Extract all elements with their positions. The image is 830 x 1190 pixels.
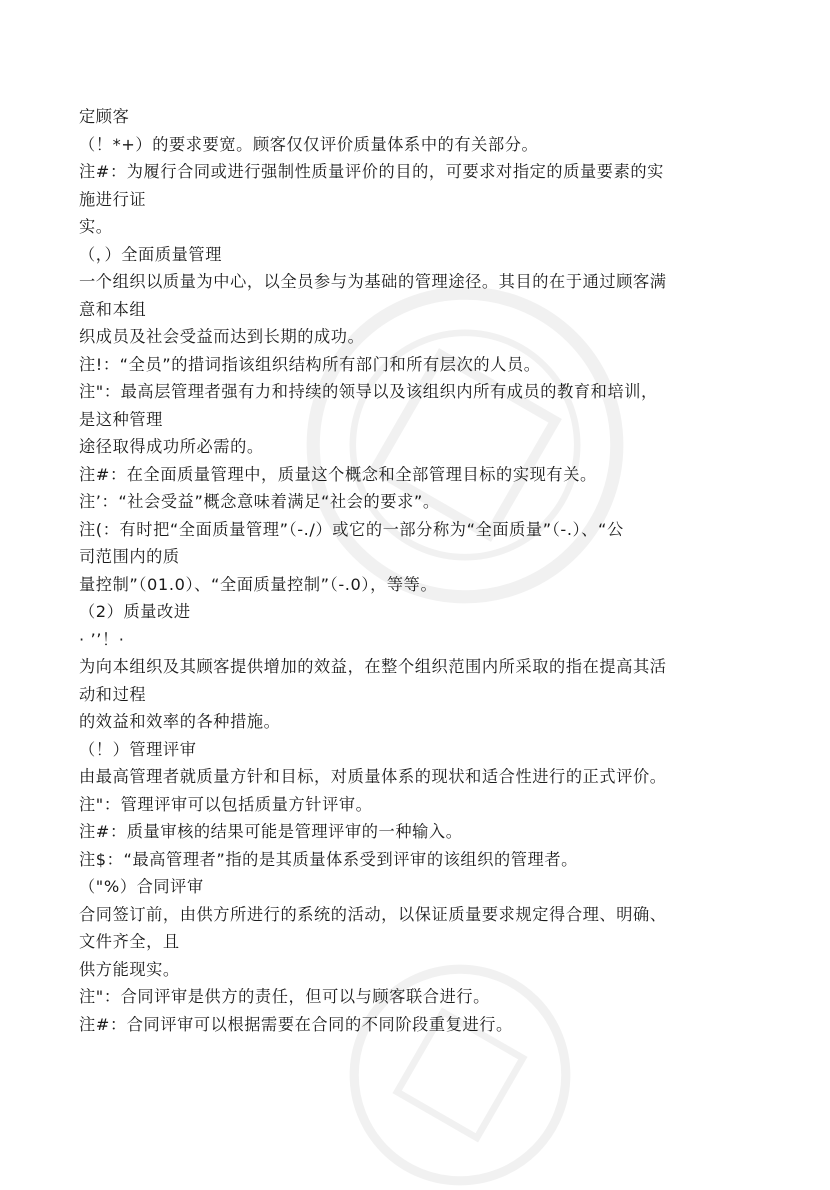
text-line: 实。 bbox=[79, 217, 113, 236]
text-line: 织成员及社会受益而达到长期的成功。 bbox=[79, 327, 365, 346]
text-line: 合同签订前，由供方所进行的系统的活动，以保证质量要求规定得合理、明确、 bbox=[79, 904, 667, 924]
text-line: 一个组织以质量为中心，以全员参与为基础的管理途径。其目的在于通过顾客满 bbox=[79, 272, 667, 291]
text-line: 动和过程 bbox=[79, 684, 147, 704]
note-line: 注"：合同评审是供方的责任，但可以与顾客联合进行。 bbox=[79, 987, 490, 1006]
note-line: 注#：质量审核的结果可能是管理评审的一种输入。 bbox=[79, 822, 463, 841]
note-line: 注(：有时把“全面质量管理”（-./）或它的一部分称为“全面质量”（-.）、“公 bbox=[79, 519, 624, 539]
text-line: 定顾客 bbox=[79, 107, 130, 126]
text-line: 文件齐全，且 bbox=[79, 932, 180, 951]
text-line: 是这种管理 bbox=[79, 409, 163, 429]
text-line: 量控制”（01.0）、“全面质量控制”（-.0），等等。 bbox=[79, 574, 438, 594]
text-line: 由最高管理者就质量方针和目标，对质量体系的现状和适合性进行的正式评价。 bbox=[79, 767, 667, 786]
text-line: · ’’！· bbox=[79, 629, 125, 649]
section-heading: （2）质量改进 bbox=[79, 602, 191, 621]
note-line: 注"：管理评审可以包括质量方针评审。 bbox=[79, 794, 373, 814]
text-line: 为向本组织及其顾客提供增加的效益，在整个组织范围内所采取的指在提高其活 bbox=[79, 657, 667, 676]
note-line: 注#：合同评审可以根据需要在合同的不同阶段重复进行。 bbox=[79, 1014, 513, 1034]
section-heading: （！）管理评审 bbox=[79, 739, 197, 759]
note-line: 注"：最高层管理者强有力和持续的领导以及该组织内所有成员的教育和培训， bbox=[79, 382, 658, 401]
note-line: 注#：在全面质量管理中，质量这个概念和全部管理目标的实现有关。 bbox=[79, 464, 597, 484]
text-line: 途径取得成功所必需的。 bbox=[79, 437, 264, 456]
note-line: 注$：“最高管理者”指的是其质量体系受到评审的该组织的管理者。 bbox=[79, 849, 578, 869]
text-line: 司范围内的质 bbox=[79, 547, 180, 566]
text-line: 施进行证 bbox=[79, 189, 147, 209]
note-line: 注’：“社会受益”概念意味着满足“社会的要求”。 bbox=[79, 492, 440, 511]
text-line: 注#：为履行合同或进行强制性质量评价的目的，可要求对指定的质量要素的实 bbox=[79, 162, 664, 181]
section-heading: （"%）合同评审 bbox=[79, 877, 204, 896]
document-body bbox=[79, 103, 769, 1038]
section-heading: （，）全面质量管理 bbox=[79, 244, 222, 264]
text-line: （！*+）的要求要宽。顾客仅仅评价质量体系中的有关部分。 bbox=[79, 134, 539, 154]
text-line: 的效益和效率的各种措施。 bbox=[79, 712, 281, 731]
text-line: 意和本组 bbox=[79, 299, 147, 319]
text-line: 供方能现实。 bbox=[79, 959, 180, 979]
note-line: 注!：“全员”的措词指该组织结构所有部门和所有层次的人员。 bbox=[79, 354, 541, 374]
